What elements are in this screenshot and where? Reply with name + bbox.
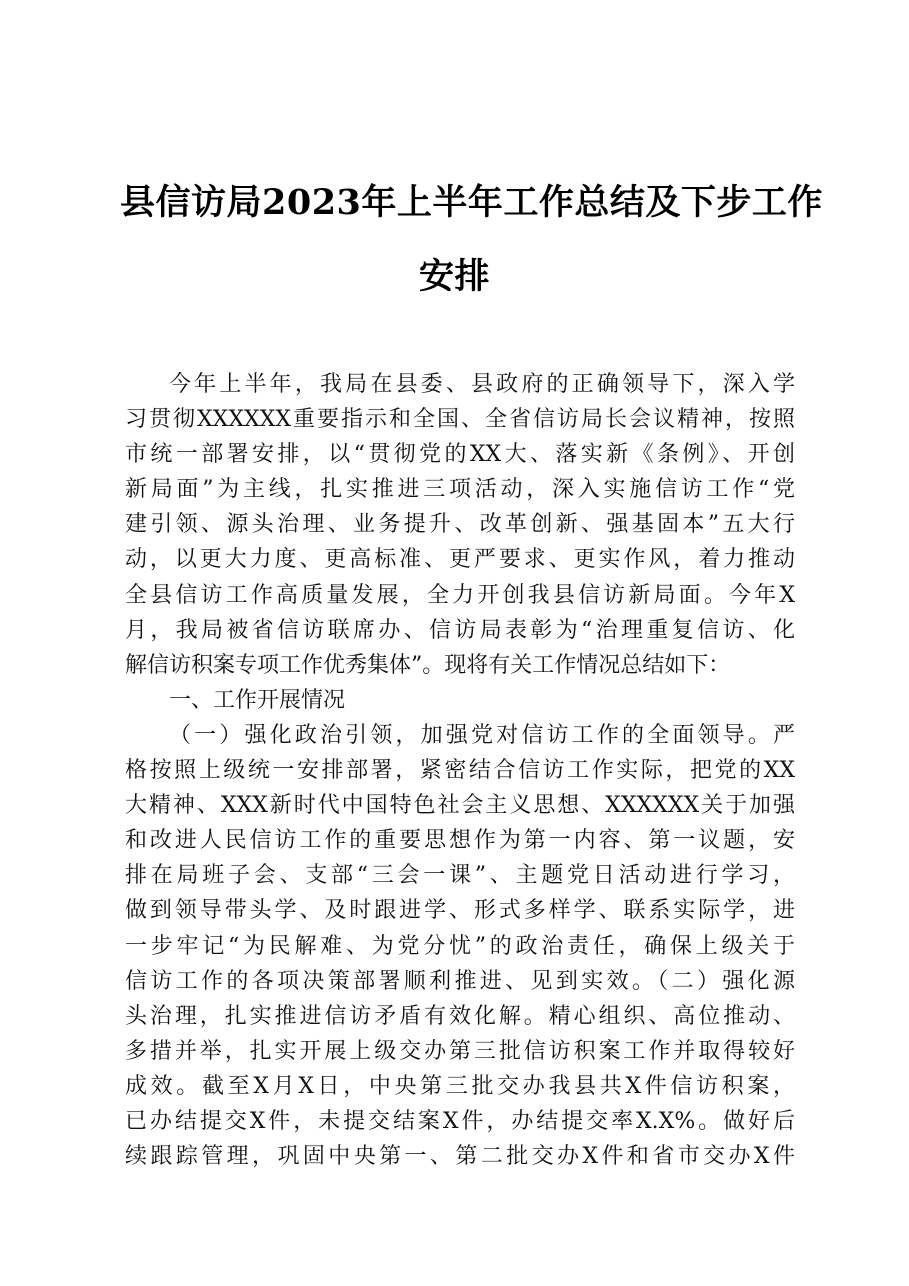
paragraph-line: 续跟踪管理，巩固中央第一、第二批交办X件和省市交办X件 (125, 1144, 795, 1170)
paragraph-line: 信访工作的各项决策部署顺利推进、见到实效。（二）强化源 (125, 968, 795, 994)
paragraph-line: 习贯彻XXXXXX重要指示和全国、全省信访局长会议精神，按照 (125, 407, 795, 433)
paragraph-line: 已办结提交X件，未提交结案X件，办结提交率X.X%。做好后 (125, 1108, 795, 1134)
paragraph-line: 排在局班子会、支部“三会一课”、主题党日活动进行学习， (125, 863, 795, 889)
paragraph-line: 解信访积案专项工作优秀集体”。现将有关工作情况总结如下： (125, 652, 731, 678)
section-heading: 一、工作开展情况 (169, 687, 346, 713)
paragraph-line: 建引领、源头治理、业务提升、改革创新、强基固本”五大行 (125, 512, 795, 538)
paragraph-line: 做到领导带头学、及时跟进学、形式多样学、联系实际学，进 (125, 898, 795, 924)
paragraph-line: 全县信访工作高质量发展，全力开创我县信访新局面。今年X (125, 582, 795, 608)
paragraph-line: 新局面”为主线，扎实推进三项活动，深入实施信访工作“党 (125, 477, 795, 503)
paragraph-line: 头治理，扎实推进信访矛盾有效化解。精心组织、高位推动、 (125, 1003, 795, 1029)
paragraph-line: 大精神、XXX新时代中国特色社会主义思想、XXXXXX关于加强 (125, 793, 795, 819)
paragraph-line: 市统一部署安排，以“贯彻党的XX大、落实新《条例》、开创 (125, 442, 795, 468)
paragraph-line: 格按照上级统一安排部署，紧密结合信访工作实际，把党的XX (125, 758, 795, 784)
document-body (125, 367, 795, 1174)
title-line-1: 县信访局2023年上半年工作总结及下步工作 (120, 182, 823, 223)
paragraph-line: 一步牢记“为民解难、为党分忧”的政治责任，确保上级关于 (125, 933, 795, 959)
paragraph-line: 成效。截至X月X日，中央第三批交办我县共X件信访积案， (125, 1073, 795, 1099)
paragraph-line: 月，我局被省信访联席办、信访局表彰为“治理重复信访、化 (125, 617, 795, 643)
document-title (120, 166, 823, 314)
paragraph-line: 动，以更大力度、更高标准、更严要求、更实作风，着力推动 (125, 547, 795, 573)
title-line-2: 安排 (418, 256, 490, 297)
paragraph-line: 多措并举，扎实开展上级交办第三批信访积案工作并取得较好 (125, 1038, 795, 1064)
paragraph-line: 和改进人民信访工作的重要思想作为第一内容、第一议题，安 (125, 828, 795, 854)
paragraph-line: （一）强化政治引领，加强党对信访工作的全面领导。严 (169, 722, 795, 748)
paragraph-line: 今年上半年，我局在县委、县政府的正确领导下，深入学 (169, 372, 795, 397)
